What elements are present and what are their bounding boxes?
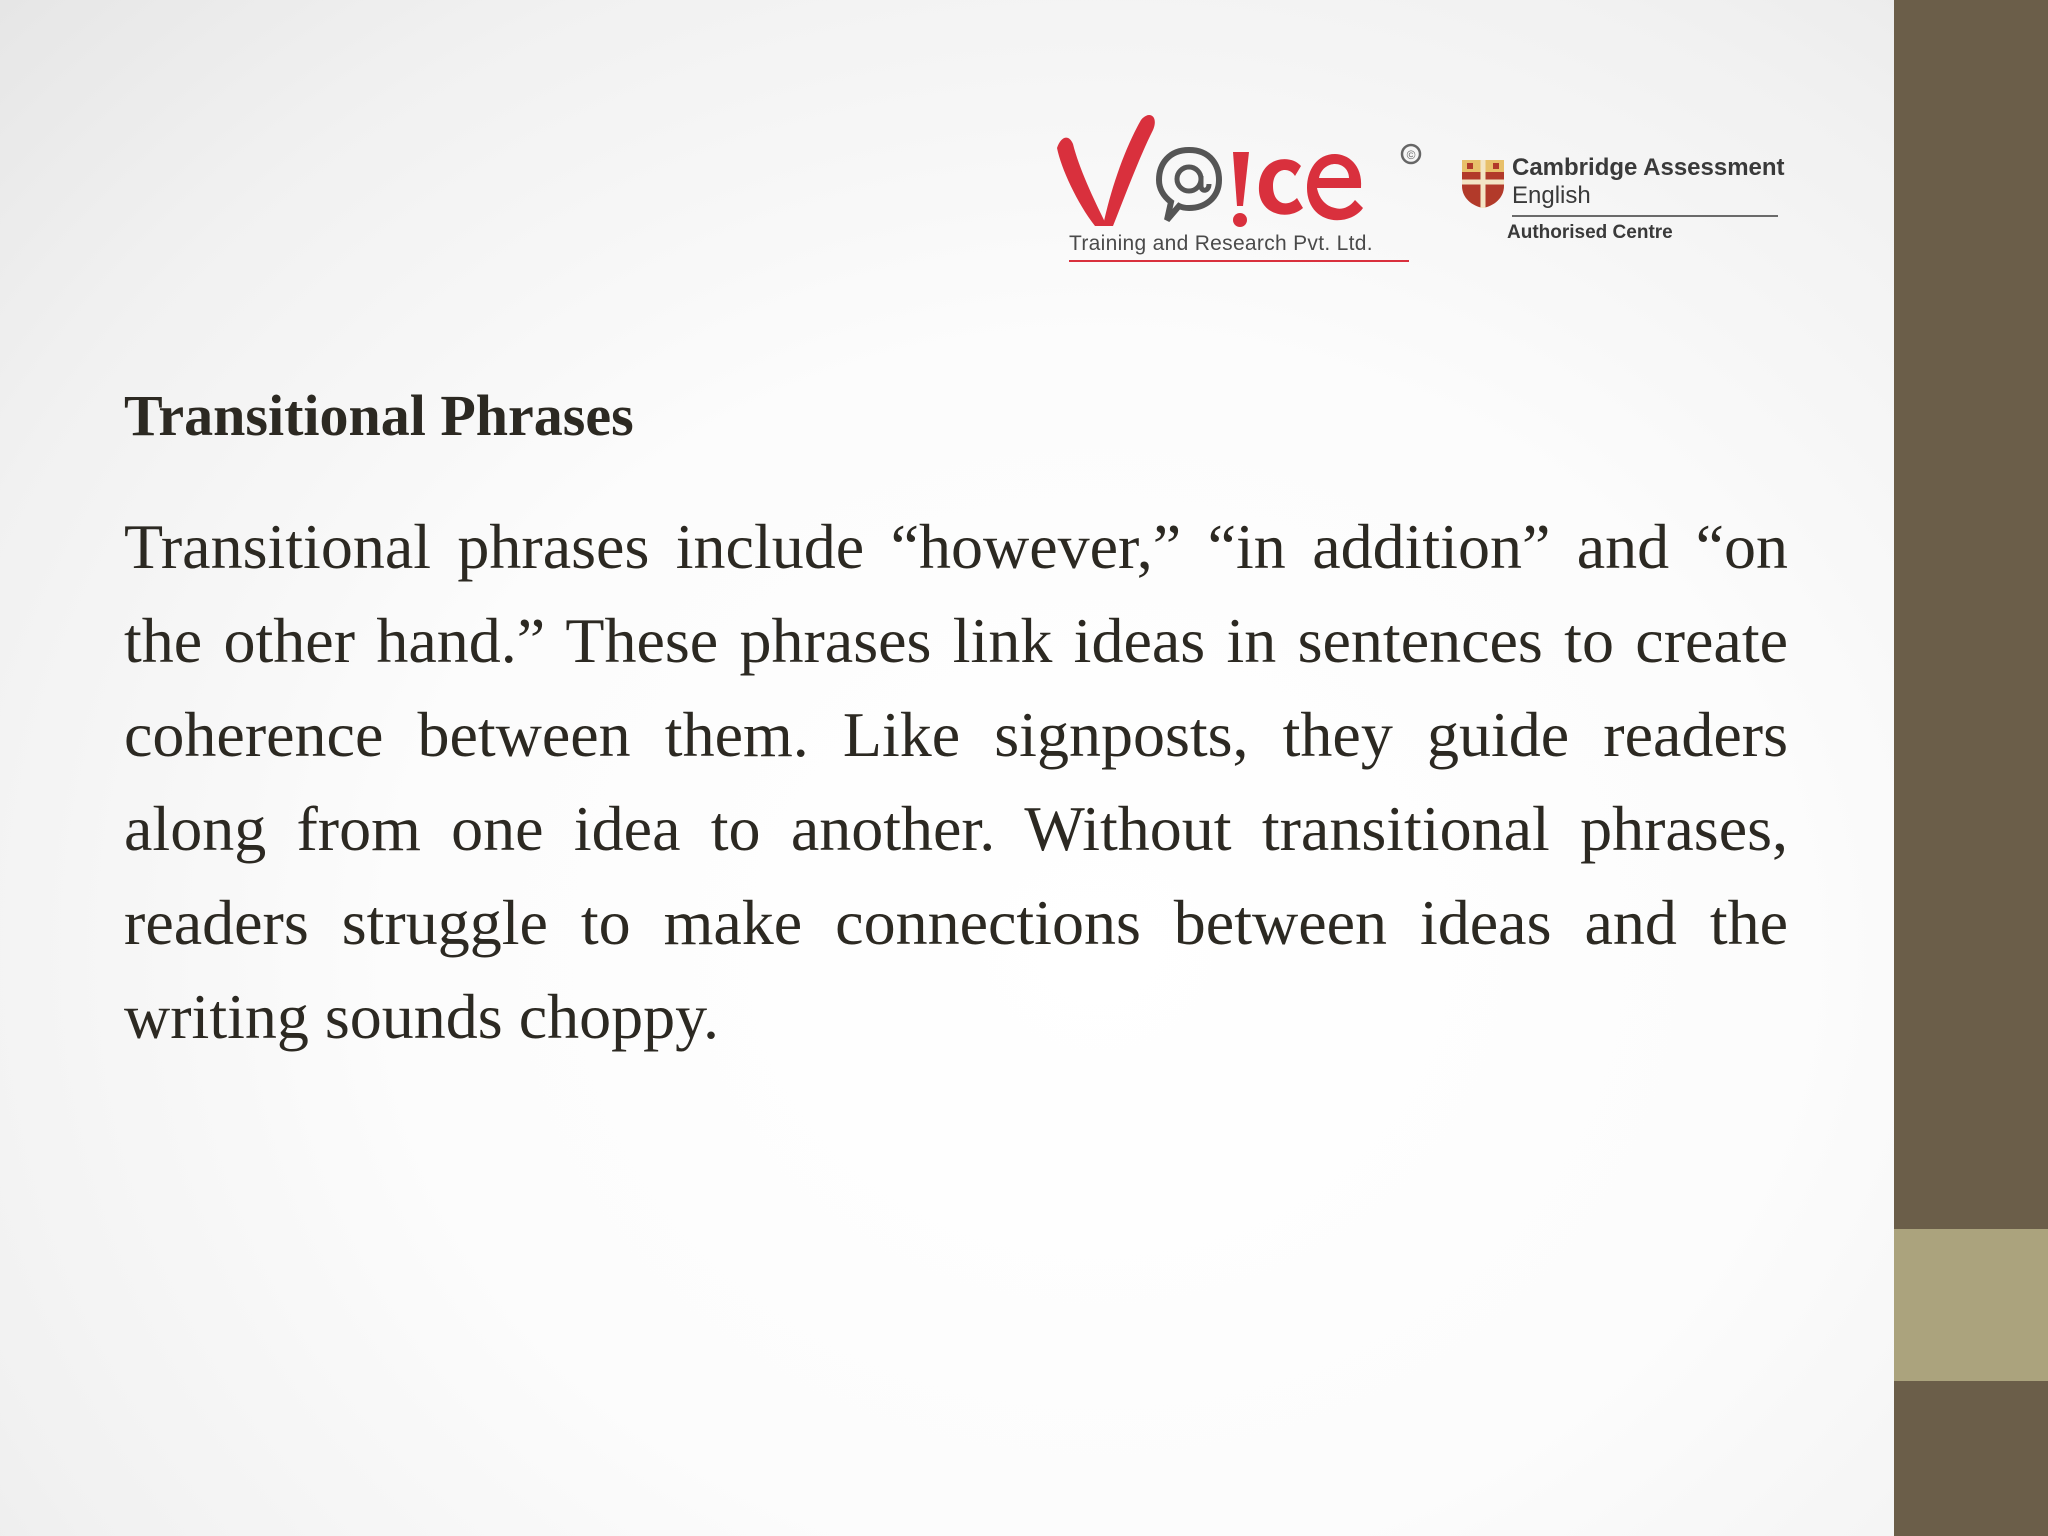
cambridge-authorised-label: Authorised Centre [1507, 222, 1673, 243]
cambridge-shield-icon [1460, 158, 1506, 210]
sidebar-accent-block [1894, 1229, 2048, 1381]
voice-logo [1055, 108, 1425, 268]
voice-tagline: Training and Research Pvt. Ltd. [1069, 232, 1373, 255]
slide-title: Transitional Phrases [124, 383, 634, 448]
copyright-mark: © [1406, 148, 1416, 162]
slide-body-text: Transitional phrases include “however,” “in addition” and “on the other hand.” These phrases link ideas in sentences to create coherence between them. Like signposts, they guide readers along from one idea to another. Without transitional phrases, readers struggle to make connections between ideas and the writing sounds choppy. [124, 511, 1788, 1052]
cambridge-divider [1512, 215, 1778, 217]
voice-logo-mark [1055, 108, 1425, 238]
cambridge-title: Cambridge Assessment [1512, 154, 1785, 181]
right-sidebar [1894, 0, 2048, 1536]
cambridge-subtitle: English [1512, 182, 1591, 209]
voice-underline [1069, 260, 1409, 262]
cambridge-logo [1460, 154, 1785, 254]
